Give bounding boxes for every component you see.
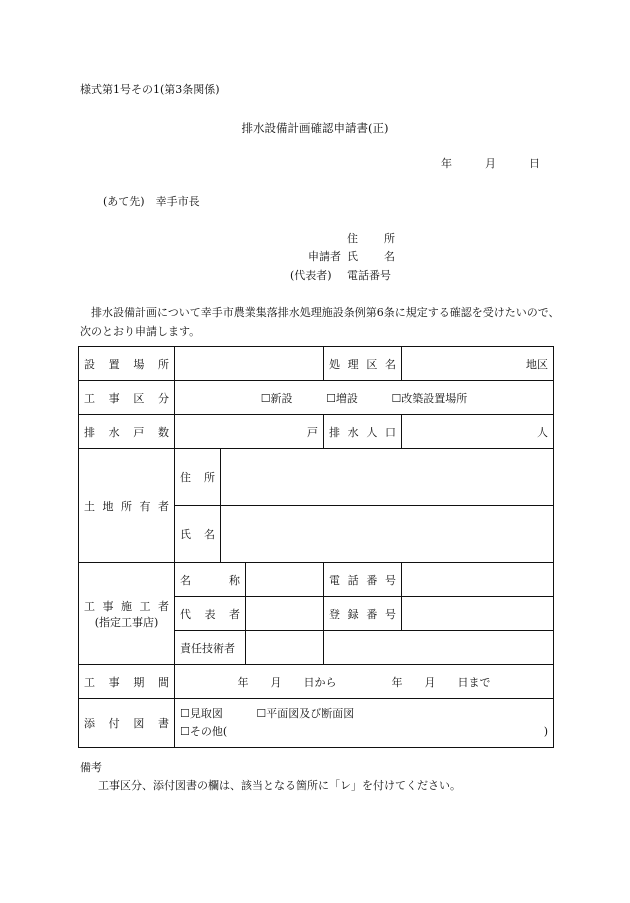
checkbox-new[interactable]: ☐新設 [260,391,293,405]
ct-phone-text [329,572,396,588]
label-char: 号 [384,607,396,621]
label-char: 間 [157,675,169,689]
period-label [79,665,175,699]
contractor-rep-input[interactable] [246,597,324,631]
landowner-address-input[interactable] [221,449,554,506]
remarks-heading: 備考 [80,761,102,774]
label-char: 話 [347,573,359,587]
location-label [79,347,175,381]
hh-label-text [84,424,169,440]
label-char: 号 [384,573,396,587]
label-char: 土 [84,499,95,513]
contractor-phone-label [324,563,402,597]
label-char: 登 [329,607,340,621]
application-form-table [78,346,554,748]
loc-label-text [84,356,169,372]
label-char: 口 [384,425,396,439]
checkbox-addition[interactable]: ☐増設 [326,391,358,405]
contractor-name-label [175,563,246,597]
label-char: 工 [84,391,95,405]
households-input[interactable]: 戸 [175,415,324,449]
label-char: 電 [329,573,340,587]
landowner-address-label [175,449,221,506]
label-char: 区 [133,391,145,405]
applicant-label: 申請者 [308,250,341,263]
engineer-label: 責任技術者 [175,631,246,665]
label-char: 番 [366,573,378,587]
label-char: 区 [366,357,378,371]
label-char: 所 [121,499,132,513]
contractor-phone-input[interactable] [402,563,554,597]
label-char: 称 [229,573,240,587]
label-char: 所 [157,357,169,371]
date-line [441,155,540,171]
ct-name-text [180,572,240,588]
label-char: 氏 [180,528,191,541]
dist-label-text [329,356,396,372]
remarks-text: 工事区分、添付図書の欄は、該当となる箇所に「レ」を付けてください。 [98,779,461,792]
ct-reg-text [329,606,396,622]
label-char: 設 [84,357,95,371]
addressee: (あて先) 幸手市長 [103,195,200,208]
label-char: 分 [157,391,169,405]
applicant-phone-label: 電話番号 [347,269,391,282]
wt-label-text [84,390,169,406]
dr-label-text [84,715,169,731]
contractor-label: 工 事 施 工 者 (指定工事店) [79,563,175,665]
district-input[interactable]: 地区 [402,347,554,381]
label-char: 排 [329,425,340,439]
label-char: 工 [84,599,95,613]
label-char: 期 [133,675,145,689]
label-char: 表 [204,607,216,621]
label-char: 代 [180,607,191,621]
label-char: 水 [108,425,120,439]
landowner-name-label [175,506,221,563]
location-input[interactable] [175,347,324,381]
contractor-name-input[interactable] [246,563,324,597]
date-day: 日 [529,157,540,170]
date-month: 月 [485,157,496,170]
label-char: 置 [108,357,120,371]
label-char: 番 [366,607,378,621]
label-char: 人 [366,425,378,439]
population-input[interactable]: 人 [402,415,554,449]
label-char: 名 [384,357,396,371]
applicant-name-label: 氏 名 [347,250,395,263]
label-char: 施 [121,599,132,613]
ct-label-text [84,598,169,614]
label-char: 理 [347,357,359,371]
ct-rep-text [180,606,240,622]
work-type-options [175,381,554,415]
checkbox-sketch[interactable]: ☐見取図 [180,707,223,720]
document-title: 排水設備計画確認申請書(正) [241,121,389,135]
date-year: 年 [441,157,452,170]
label-char: 所 [204,471,215,484]
checkbox-remodel[interactable]: ☐改築設置場所 [391,391,468,405]
drawings-label [79,699,175,748]
drawings-options [175,699,554,748]
pop-label-text [329,424,396,440]
label-char: 工 [139,599,151,613]
label-char: 書 [157,717,169,730]
label-char: 住 [180,471,191,484]
label-char: 者 [158,599,169,613]
label-char: 事 [102,599,114,613]
district-label [324,347,402,381]
label-char: 場 [133,357,145,371]
label-char: 排 [84,425,95,439]
households-label [79,415,175,449]
label-char: 付 [108,717,120,730]
label-char: 戸 [133,425,145,439]
lo-addr-text [180,469,215,485]
landowner-name-input[interactable] [221,506,554,563]
representative-label: (代表者) [290,269,332,282]
applicant-address-label: 住 所 [347,232,395,245]
contractor-reg-input[interactable] [402,597,554,631]
label-char: 工 [84,675,95,689]
label-char: 処 [329,357,340,371]
label-char: 数 [157,425,169,439]
engineer-input[interactable] [246,631,324,665]
label-char: 名 [180,573,191,587]
work-type-label [79,381,175,415]
form-number: 様式第1号その1(第3条関係) [80,83,220,96]
label-char: 添 [84,717,95,730]
intro-paragraph: 排水設備計画について幸手市農業集落排水処理施設条例第6条に規定する確認を受けたいので、次のとおり申請します。 [80,306,560,338]
contractor-reg-label [324,597,402,631]
other-close-paren: ) [543,725,548,738]
population-label [324,415,402,449]
label-char: 名 [204,528,215,541]
contractor-rep-label [175,597,246,631]
landowner-label [79,449,175,563]
label-char: 録 [347,607,359,621]
checkbox-plan-section[interactable]: ☐平面図及び断面図 [256,707,355,720]
lo-name-text [180,526,215,542]
label-char: 図 [133,717,145,730]
engineer-blank[interactable] [324,631,554,665]
label-char: 事 [108,391,120,405]
label-char: 者 [158,499,169,513]
pd-label-text [84,674,169,690]
period-input[interactable]: 年 月 日から 年 月 日まで [175,665,554,699]
label-char: 水 [347,425,359,439]
label-char: 事 [108,675,120,689]
lo-label-text [84,498,169,514]
label-char: 有 [139,499,151,513]
label-char: 者 [229,607,240,621]
checkbox-other[interactable]: ☐その他( [180,725,228,738]
label-char: 地 [102,499,114,513]
